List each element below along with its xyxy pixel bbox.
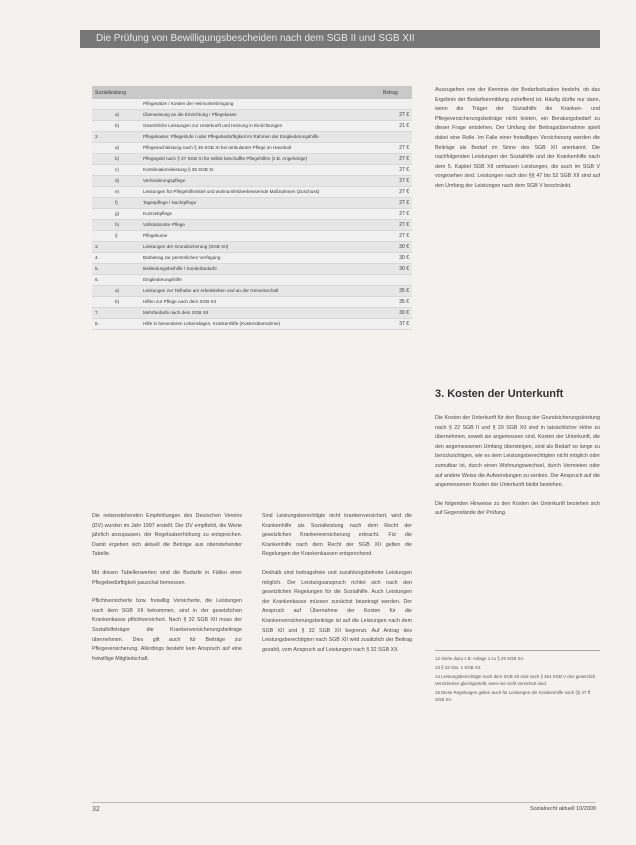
row-text: Gesetzliche Leistungen zur Unterkunft und Heizung in Einrichtungen xyxy=(140,121,380,132)
row-amount: 37 € xyxy=(380,319,412,330)
row-number xyxy=(92,176,112,187)
row-number: 2. xyxy=(92,132,112,143)
row-text: Mehrbedarfe nach dem SGB XII xyxy=(140,308,380,319)
row-number: 8. xyxy=(92,319,112,330)
section-heading: 3. Kosten der Unterkunft xyxy=(435,388,564,400)
footer-journal: Sozialrecht aktuell 10/2009 xyxy=(529,806,596,812)
row-sub xyxy=(112,264,140,275)
table-row xyxy=(92,165,412,176)
row-sub: g) xyxy=(112,209,140,220)
row-sub: e) xyxy=(112,187,140,198)
table-row xyxy=(92,220,412,231)
row-text: Tagespflege / Nachtpflege xyxy=(140,198,380,209)
row-sub: c) xyxy=(112,165,140,176)
table-row xyxy=(92,275,412,286)
table-row xyxy=(92,198,412,209)
paragraph: Auszugehen von der Kenntnis der Bedarfssituation besteht, ob das Ergebnis der Bedarfsermittlung zutreffend ist. Häufig dürfte nur dann, wenn die Träger der Sozialhilfe die Kranken- und Pflegeversicherungsbeiträge nicht leisten, ein Beratungsbedarf zu dieser Frage entstehen. Der Umfang der Beitragsübernahme spielt dabei eine Rolle. Im Falle einer freiwilligen Versicherung werden die Beiträge als Bedarf im Sinne des SGB XII anerkannt. Die nachfolgenden Leistungen der Sozialhilfe und der Krankenhilfe nach dem 5. Kapitel SGB XII umfassen Leistungen, die auch im SGB V vorgesehen sind. Leistungen nach den §§ 47 bis 52 SGB XII sind auf den Umfang der Leistungen nach dem SGB V beschränkt. xyxy=(435,87,600,189)
row-text: Bekleidungsbeihilfe / Sonderbedarfe xyxy=(140,264,380,275)
table-row xyxy=(92,242,412,253)
row-number: 5. xyxy=(92,264,112,275)
paragraph: Mit diesen Tabellenwerten sind die Bedarfe in Fällen einer Pflegebedürftigkeit pauschal bemessen. xyxy=(92,569,242,586)
row-amount: 27 € xyxy=(380,220,412,231)
column-header-benefit: Sozialleistung xyxy=(92,86,380,99)
row-number xyxy=(92,154,112,165)
left-text-column xyxy=(92,512,242,673)
row-number xyxy=(92,286,112,297)
table-row xyxy=(92,154,412,165)
page-number: 32 xyxy=(92,806,100,813)
paragraph: Die folgenden Hinweise zu den Kosten der Unterkunft beziehen sich auf Gegenstände der Prüfung. xyxy=(435,500,600,517)
row-text: Eingliederungshilfe xyxy=(140,275,380,286)
row-sub: i) xyxy=(112,231,140,242)
row-number: 7. xyxy=(92,308,112,319)
table-row xyxy=(92,264,412,275)
row-amount: 27 € xyxy=(380,209,412,220)
benefits-table-grid xyxy=(92,86,412,330)
row-amount: 27 € xyxy=(380,198,412,209)
middle-text-column xyxy=(262,512,412,664)
row-sub: b) xyxy=(112,297,140,308)
row-text: Pflegesätze / Kosten der Heimunterbringung xyxy=(140,99,380,110)
row-text: Hilfen zur Pflege nach dem SGB XII xyxy=(140,297,380,308)
row-text: Vollstationäre Pflege xyxy=(140,220,380,231)
row-text: Kurzzeitpflege xyxy=(140,209,380,220)
row-sub: b) xyxy=(112,154,140,165)
row-sub xyxy=(112,132,140,143)
paragraph: Die Kosten der Unterkunft für den Bezug der Grundsicherungsleistung nach § 22 SGB II und § 29 SGB XII sind in tatsächlicher Höhe zu übernehmen, soweit sie angemessen sind. Kosten der Unterkunft, die den angemessenen Umfang übersteigen, sind als Bedarf so lange zu berücksichtigen, wie es dem Leistungsberechtigten nicht möglich oder zumutbar ist, durch einen Wohnungswechsel, durch Vermieten oder auf andere Weise die Aufwendungen zu senken. Der Anspruch auf die angemessenen Kosten der Unterkunft bleibt bestehen. xyxy=(435,415,600,489)
row-amount: 30 € xyxy=(380,308,412,319)
footnotes xyxy=(435,650,600,705)
paragraph: Deshalb sind beitragsfreie und zuzahlungsbefreite Leistungen möglich. Der Leistungsanspruch richtet sich nach den gesetzlichen Regelungen für die Sozialhilfe. Auch Leistungen der Krankenkasse müssen zunächst beantragt werden. Der Anspruch auf Übernahme der Kosten für die Krankenversicherungsbeiträge ist auf die Leistungen nach dem SGB XII und § 32 SGB XII begrenzt. Auf Antrag des Leistungsberechtigten nach SGB XII wird zusätzlich der Beitrag gezahlt, vom Anspruch auf Leistungen nach § 32 SGB XII. xyxy=(262,569,412,653)
row-number xyxy=(92,110,112,121)
row-amount: 35 € xyxy=(380,297,412,308)
row-text: Pflegesachleistung nach § 36 SGB XI bei ambulanter Pflege im Haushalt xyxy=(140,143,380,154)
right-text-column-top xyxy=(435,86,600,201)
row-sub: b) xyxy=(112,121,140,132)
table-row xyxy=(92,132,412,143)
row-sub: h) xyxy=(112,220,140,231)
footnote: 13 § 32 Abs. 1 SGB XII. xyxy=(435,665,482,670)
row-sub xyxy=(112,319,140,330)
right-text-column-bottom xyxy=(435,414,600,528)
row-amount xyxy=(380,99,412,110)
paragraph: Sind Leistungsberechtigte nicht krankenversichert, wird die Krankenhilfe als Sozialleistung nach dem Recht der gesetzlichen Krankenversicherung erbracht. Für die Krankenhilfe nach dem Recht der SGB XII gelten die Regelungen der Krankenkassen entsprechend. xyxy=(262,513,412,558)
row-amount: 30 € xyxy=(380,264,412,275)
row-text: Leistungen der Grundsicherung (SGB XII) xyxy=(140,242,380,253)
table-row xyxy=(92,187,412,198)
row-amount: 27 € xyxy=(380,187,412,198)
row-sub xyxy=(112,275,140,286)
row-number xyxy=(92,297,112,308)
paragraph: Die nebenstehenden Empfehlungen des Deutschen Vereins (DV) wurden im Jahr 1997 erstellt. Der DV empfiehlt, die Werte jährlich anzupassen, der Regelsatzerhöhung zu entsprechen. Damit ergeben sich aktuell die Beträge aus obenstehender Tabelle. xyxy=(92,513,242,558)
row-amount: 21 € xyxy=(380,121,412,132)
benefits-table xyxy=(92,86,412,330)
row-number xyxy=(92,165,112,176)
row-sub: f) xyxy=(112,198,140,209)
row-sub: d) xyxy=(112,176,140,187)
row-amount: 27 € xyxy=(380,165,412,176)
column-header-amount: Betrag xyxy=(380,86,412,99)
row-number xyxy=(92,231,112,242)
row-text: Überweisung an die Einrichtung / Pflegekasse xyxy=(140,110,380,121)
row-sub xyxy=(112,242,140,253)
row-amount: 27 € xyxy=(380,110,412,121)
footnote: 15 Diese Regelungen gelten auch für Leistungen der Krankenhilfe nach §§ 47 ff. SGB XII. xyxy=(435,690,592,702)
row-amount xyxy=(380,275,412,286)
table-row xyxy=(92,209,412,220)
row-text: Pflegegeld nach § 37 SGB XI für selbst beschaffte Pflegehilfen (z.B. Angehörige) xyxy=(140,154,380,165)
table-row xyxy=(92,176,412,187)
row-amount: 30 € xyxy=(380,242,412,253)
row-amount: 27 € xyxy=(380,154,412,165)
row-number: 3. xyxy=(92,242,112,253)
table-row xyxy=(92,319,412,330)
row-number xyxy=(92,99,112,110)
row-number xyxy=(92,143,112,154)
table-row xyxy=(92,110,412,121)
row-number xyxy=(92,220,112,231)
footnote: 12 Siehe dazu z.B. Anlage 1 zu § 29 SGB XII. xyxy=(435,656,525,661)
page-header xyxy=(80,30,600,48)
table-row xyxy=(92,99,412,110)
row-sub xyxy=(112,253,140,264)
row-amount xyxy=(380,132,412,143)
row-text: Hilfe in besonderen Lebenslagen, Krankenhilfe (Kostenübernahme) xyxy=(140,319,380,330)
table-row xyxy=(92,143,412,154)
row-text: Pflegekurse xyxy=(140,231,380,242)
row-amount: 27 € xyxy=(380,231,412,242)
row-amount: 27 € xyxy=(380,143,412,154)
row-text: Kombinationsleistung § 38 SGB XI xyxy=(140,165,380,176)
row-sub: a) xyxy=(112,143,140,154)
row-sub: a) xyxy=(112,110,140,121)
row-sub xyxy=(112,99,140,110)
paragraph: Pflichtversicherte bzw. freiwillig Versicherte, die Leistungen nach dem SGB XII bekommen, sind in der gesetzlichen Krankenkasse pflichtversichert. Nach § 32 SGB XII muss der Sozialhilfeträger die Krankenversicherungsbeiträge übernehmen. Dies gilt auch für Beiträge zur Pflegeversicherung. Allerdings besteht kein Anspruch auf eine freiwillige Mitgliedschaft. xyxy=(92,598,242,662)
row-number: 4. xyxy=(92,253,112,264)
table-row xyxy=(92,308,412,319)
footnote: 14 Leistungsberechtigte nach dem SGB XII sind nach § 264 SGB V den gesetzlich Versicherten gleichgestellt, wenn sie nicht versichert sind. xyxy=(435,674,596,686)
footer-divider xyxy=(92,802,596,803)
row-sub xyxy=(112,308,140,319)
row-text: Pflegekasse: Pflegestufe I oder Pflegebedürftigkeit im Rahmen der Eingliederungshilfe xyxy=(140,132,380,143)
row-amount: 27 € xyxy=(380,176,412,187)
row-sub: a) xyxy=(112,286,140,297)
row-amount: 30 € xyxy=(380,253,412,264)
table-row xyxy=(92,253,412,264)
row-number: 6. xyxy=(92,275,112,286)
row-text: Barbetrag zur persönlichen Verfügung xyxy=(140,253,380,264)
row-number xyxy=(92,209,112,220)
row-number xyxy=(92,121,112,132)
table-row xyxy=(92,231,412,242)
table-row xyxy=(92,297,412,308)
row-text: Leistungen zur Teilhabe am Arbeitsleben und an der Gemeinschaft xyxy=(140,286,380,297)
table-row xyxy=(92,121,412,132)
row-amount: 35 € xyxy=(380,286,412,297)
row-number xyxy=(92,187,112,198)
row-text: Leistungen für Pflegehilfsmittel und wohnumfeldverbessernde Maßnahmen (Zuschuss) xyxy=(140,187,380,198)
table-row xyxy=(92,286,412,297)
row-text: Verhinderungspflege xyxy=(140,176,380,187)
header-title: Die Prüfung von Bewilligungsbescheiden nach dem SGB II und SGB XII xyxy=(96,33,415,44)
row-number xyxy=(92,198,112,209)
